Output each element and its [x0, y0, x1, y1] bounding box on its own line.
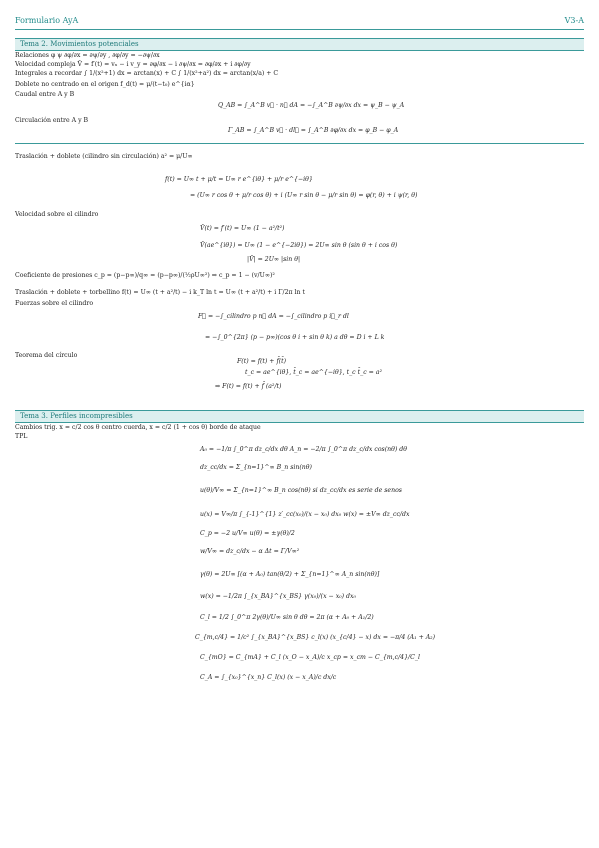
teorema-equation-1: F(t) = f(t) + f̄(t̄)	[237, 358, 287, 365]
tpl-eq-ca: C_A = ∫_{x₀}^{x_n} C_l(x) (x − x_A)/c dx/c	[200, 674, 337, 681]
header-title: Formulario AyA	[15, 16, 79, 25]
divider-1	[15, 143, 584, 144]
tpl-eq-w-x: w(x) = −1/2π ∫_{x_BA}^{x_BS} γ(x₀)/(x − x₀) dx₀	[200, 593, 356, 600]
velocidad-compleja-line: Velocidad compleja V̄ = f′(t) = vₓ − i v_y = ∂φ/∂x − i ∂ψ/∂x = ∂φ/∂x + i ∂φ/∂y	[15, 61, 251, 68]
header-rule	[15, 29, 584, 30]
caudal-equation: Q_AB = ∫_A^B v⃗ · n⃗ dA = −∫_A^B ∂ψ/∂x dx = ψ_B − ψ_A	[218, 102, 405, 109]
integrales-line: Integrales a recordar ∫ 1/(x²+1) dx = arctan(x) + C ∫ 1/(x²+a²) dx = arctan(x/a) + C	[15, 70, 279, 77]
section-tema3	[15, 410, 584, 423]
tpl-eq-u-theta: u(θ)/V∞ = Σ_{n=1}^∞ B_n cos(nθ) si dz_cc/dx es serie de senos	[200, 487, 402, 494]
tpl-eq-u-x: u(x) = V∞/π ∫_{-1}^{1} z′_cc(x₀)/(x − x₀) dx₀ w(x) = ±V∞ dz_cc/dx	[200, 511, 410, 518]
coeficiente-presiones-line: Coeficiente de presiones c_p = (p−p∞)/q∞ = (p−p∞)/(½ρU∞²) ⇒ c_p = 1 − (v/U∞)²	[15, 272, 275, 279]
velocidad-equation-2: V̄(ae^{iθ}) = U∞ (1 − e^{−2iθ}) = 2U∞ sin θ (sin θ + i cos θ)	[200, 242, 398, 249]
teorema-equation-3: ⇒ F(t) = f(t) + f̄ (a²/t)	[215, 383, 282, 390]
tpl-eq-cm: C_{m,c/4} = 1/c² ∫_{x_BA}^{x_BS} c_l(x) (x_{c/4} − x) dx = −π/4 (A₁ + A₂)	[195, 634, 436, 641]
caudal-label: Caudal entre A y B	[15, 91, 75, 98]
tpl-eq-A: A₀ = −1/π ∫_0^π dz_c/dx dθ A_n = −2/π ∫_0^π dz_c/dx cos(nθ) dθ	[200, 446, 407, 453]
teorema-equation-2: t_c = ae^{iθ}, t̄_c = ae^{−iθ}, t_c t̄_c = a²	[245, 369, 382, 376]
potencial-equation-2: = (U∞ r cos θ + μ/r cos θ) + i (U∞ r sin θ − μ/r sin θ) = φ(r, θ) + i ψ(r, θ)	[190, 192, 418, 199]
traslacion-doblete-label: Traslación + doblete (cilindro sin circulación) a² = μ/U∞	[15, 153, 193, 160]
fuerzas-equation-2: = −∫_0^{2π} (p − p∞)(cos θ i + sin θ k) a dθ = D i + L k	[205, 334, 385, 341]
velocidad-equation-3: |V̄| = 2U∞ |sin θ|	[247, 256, 301, 263]
tpl-eq-cmo: C_{mO} = C_{mA} + C_l (x_O − x_A)/c x_cp = x_cm − C_{m,c/4}/C_l	[200, 654, 420, 661]
section-title-tema2: Tema 2. Movimientos potenciales	[15, 38, 584, 51]
section-title-tema3: Tema 3. Perfiles incompresibles	[15, 410, 584, 423]
tpl-eq-cl: C_l = 1/2 ∫_0^π 2γ(θ)/U∞ sin θ dθ = 2π (α + A₀ + A₁/2)	[200, 614, 374, 621]
doblete-line: Doblete no centrado en el origen f_d(t) = μ/(t−t₀) e^{iα}	[15, 81, 195, 88]
tpl-label: TPL	[15, 433, 28, 440]
torbellino-line: Traslación + doblete + torbellino f(t) = U∞ (t + a²/t) − i k_T ln t = U∞ (t + a²/t) + i Γ/2π ln t	[15, 289, 305, 296]
section-tema2	[15, 38, 584, 51]
tpl-eq-w: w/V∞ = dz_c/dx − α Δt = Γ/V∞²	[200, 548, 300, 555]
circulacion-label: Circulación entre A y B	[15, 117, 89, 124]
tpl-eq-dzcc: dz_cc/dx = Σ_{n=1}^∞ B_n sin(nθ)	[200, 464, 312, 471]
fuerzas-equation-1: F⃗ = −∫_cilindro p n⃗ dA = −∫_cilindro p i⃗_r dl	[198, 313, 349, 320]
cambios-trig-line: Cambios trig. x = c/2 cos θ centro cuerda, x = c/2 (1 + cos θ) borde de ataque	[15, 424, 261, 431]
teorema-circulo-label: Teorema del círculo	[15, 352, 78, 359]
header-page: V3-A	[564, 16, 584, 25]
circulacion-equation: Γ_AB = ∫_A^B v⃗ · dl⃗ = ∫_A^B ∂φ/∂x dx = φ_B − φ_A	[228, 127, 399, 134]
tpl-eq-cp: C_p = −2 u/V∞ u(θ) = ±γ(θ)/2	[200, 530, 295, 537]
velocidad-cilindro-label: Velocidad sobre el cilindro	[15, 211, 99, 218]
velocidad-equation-1: V̄(t) = f′(t) = U∞ (1 − a²/t²)	[200, 225, 285, 232]
relaciones-line: Relaciones φ ψ ∂φ/∂x = ∂ψ/∂y , ∂φ/∂y = −∂ψ/∂x	[15, 52, 160, 59]
tpl-eq-gamma: γ(θ) = 2U∞ [(α + A₀) tan(θ/2) + Σ_{n=1}^∞ A_n sin(nθ)]	[200, 571, 380, 578]
page-header	[15, 16, 584, 30]
fuerzas-label: Fuerzas sobre el cilindro	[15, 300, 94, 307]
potencial-equation-1: f(t) = U∞ t + μ/t = U∞ r e^{iθ} + μ/r e^{−iθ}	[165, 176, 313, 183]
